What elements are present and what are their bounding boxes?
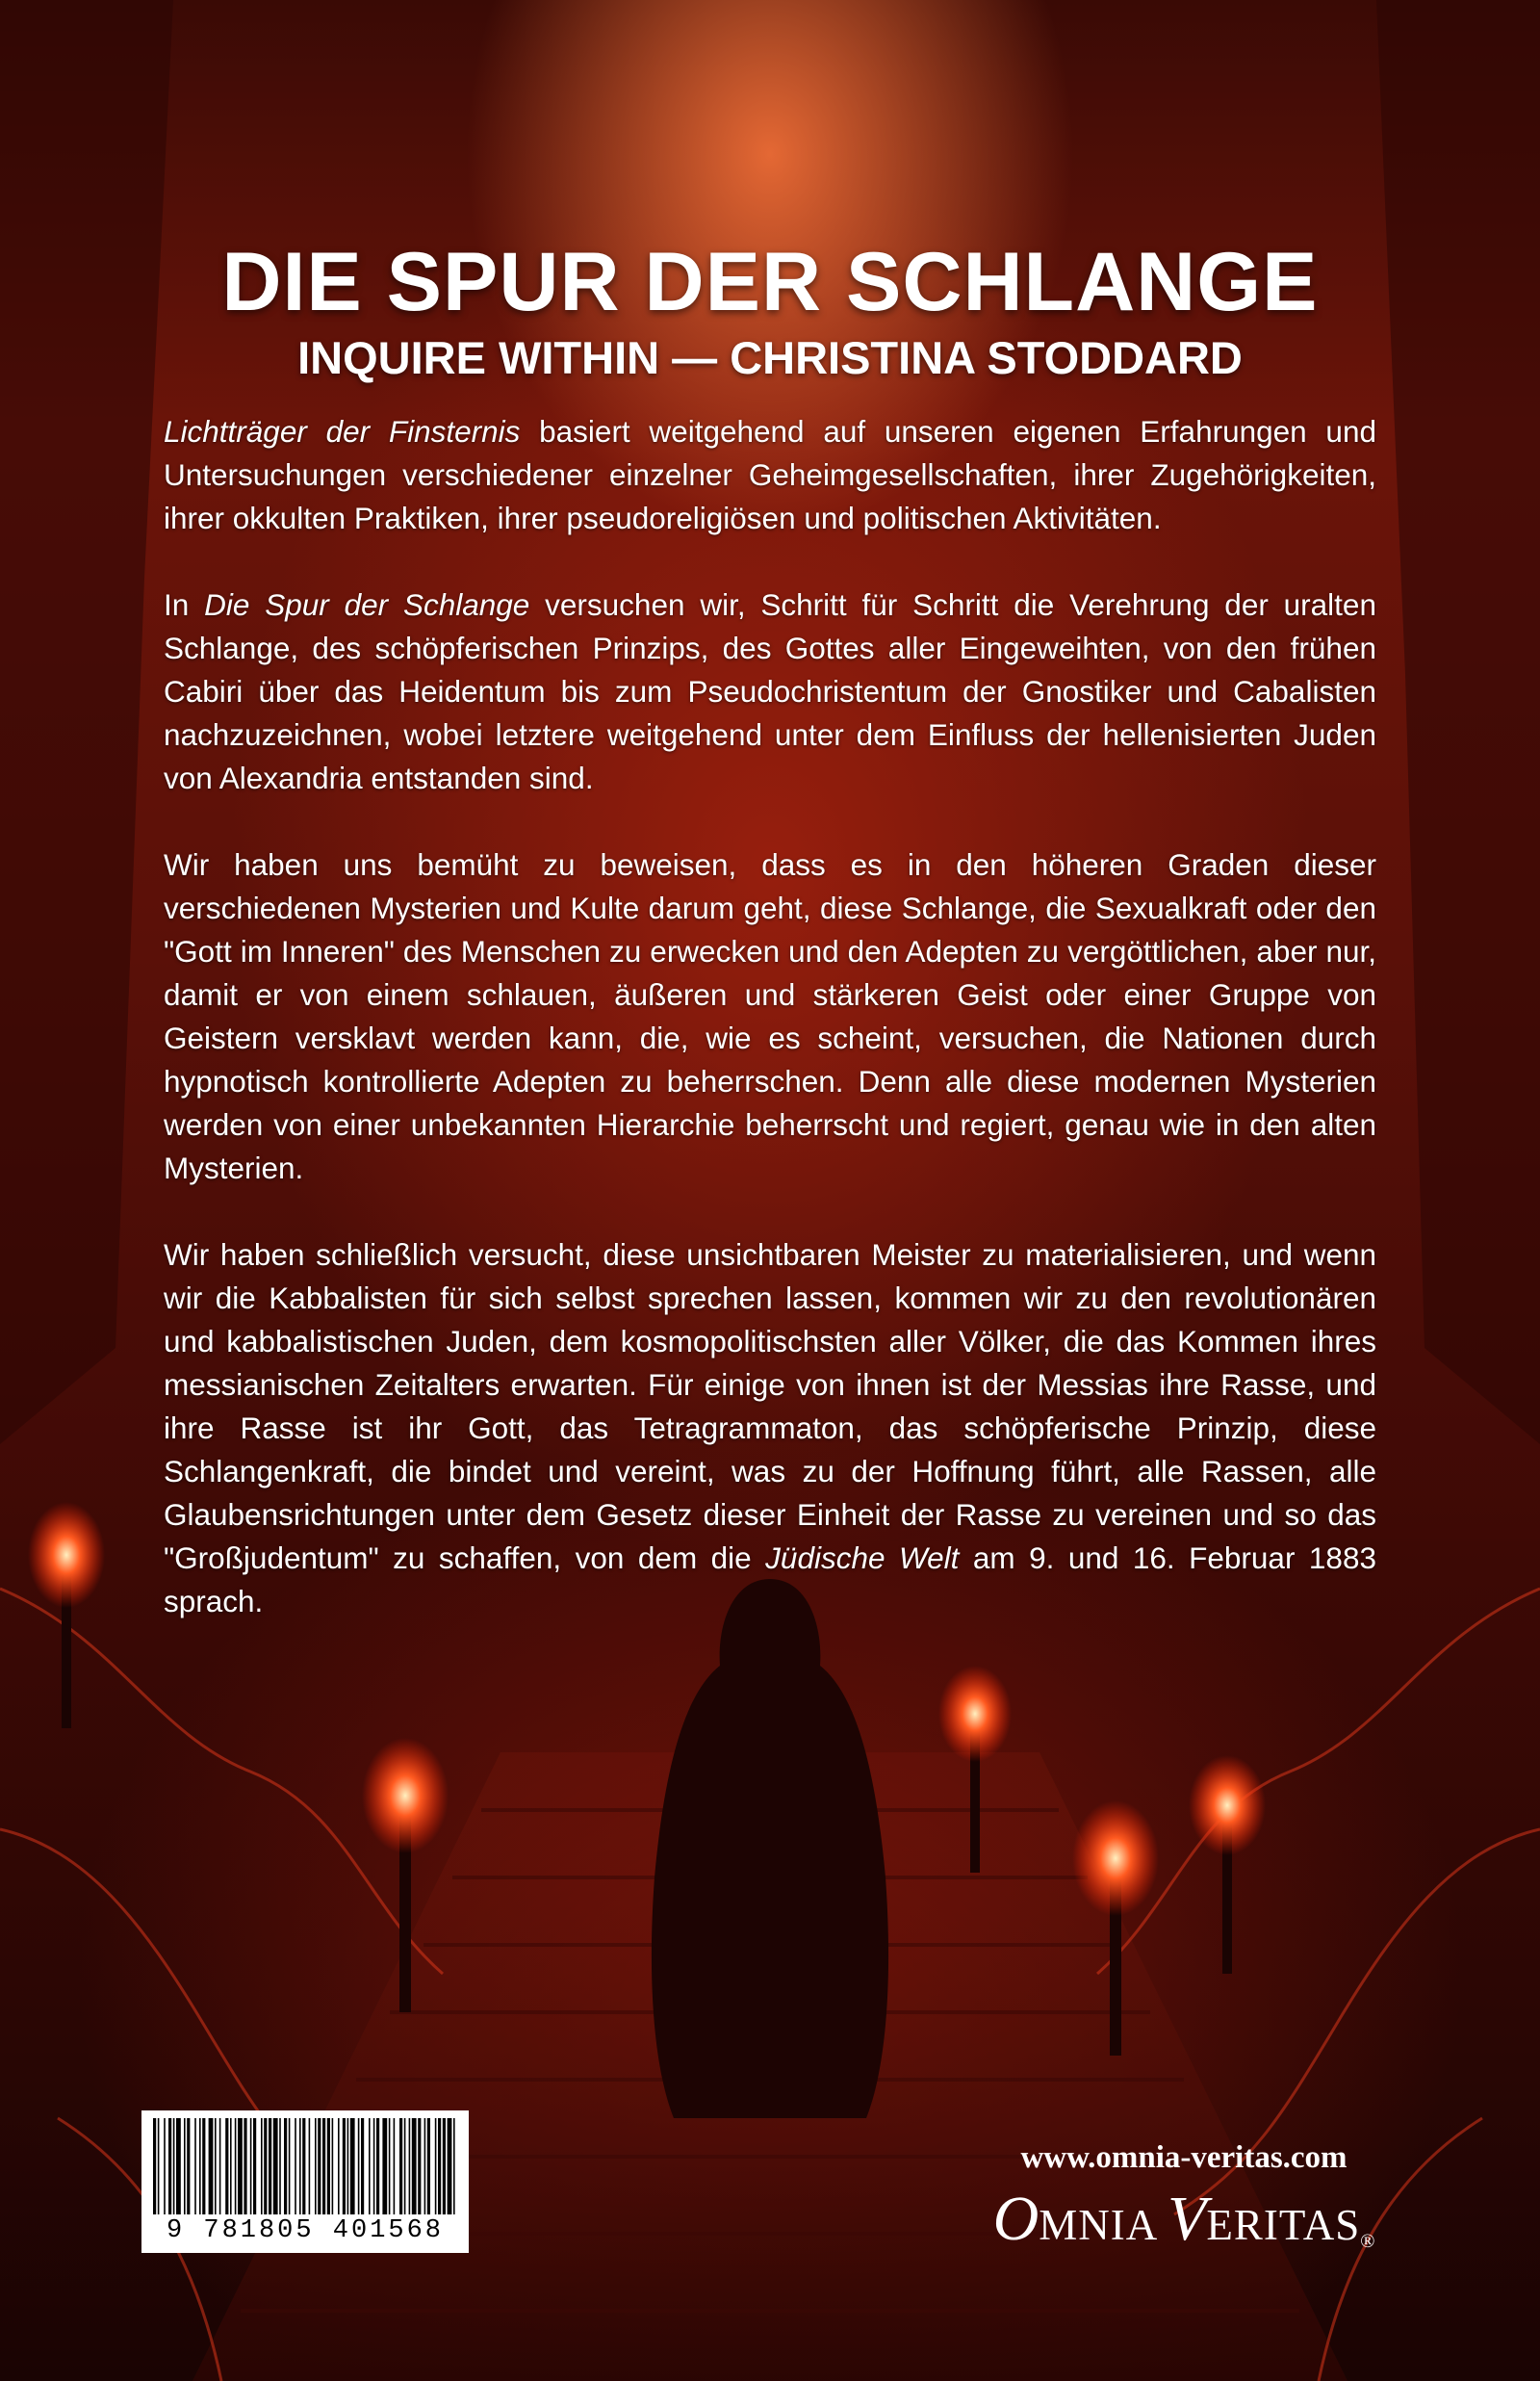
barcode-bars — [149, 2118, 461, 2214]
blurb-paragraph-4 — [164, 1233, 1376, 1623]
barcode-bar — [453, 2118, 455, 2214]
barcode-bar — [215, 2118, 217, 2214]
barcode-bar — [438, 2118, 441, 2214]
author-line: INQUIRE WITHIN — CHRISTINA STODDARD — [297, 332, 1243, 383]
barcode-bar — [295, 2118, 296, 2214]
barcode-bar — [279, 2118, 281, 2214]
paragraph-text: versuchen wir, Schritt für Schritt die Verehrung der uralten Schlange, des schöpferischen Prinzips, des Gottes aller Eingeweihten, von den frühen Cabiri über das Heidentum bis zum Pseudochristentum der Gnostiker und Cabalisten nachzuzeichnen, wobei letztere weitgehend unter dem Einfluss der hellenisierten Juden von Alexandria entstanden sind. — [164, 587, 1376, 795]
registered-mark: ® — [1360, 2231, 1375, 2252]
barcode-bar — [404, 2118, 406, 2214]
isbn-barcode — [141, 2110, 469, 2253]
barcode-bar — [261, 2118, 263, 2214]
publisher-block — [962, 2140, 1405, 2254]
book-reference: Lichtträger der Finsternis — [164, 414, 521, 449]
barcode-bar — [164, 2118, 166, 2214]
blurb-paragraph-3: Wir haben uns bemüht zu beweisen, dass es in den höheren Graden dieser verschiedenen Mysterien und Kulte darum geht, diese Schlange, die Sexualkraft oder den "Gott im Inneren" des Menschen zu erwecken und den Adepten zu vergöttlichen, aber nur, damit er von einem schlauen, äußeren und stärkeren Geist oder einer Gruppe von Geistern versklavt werden kann, die, wie es scheint, versuchen, die Nationen durch hypnotisch kontrollierte Adepten zu beherrschen. Denn alle diese modernen Mysterien werden von einer unbekannten Hierarchie beherrscht und regiert, genau wie in den alten Mysterien. — [164, 847, 1376, 1185]
barcode-bar — [338, 2118, 340, 2214]
barcode-bar — [158, 2118, 160, 2214]
barcode-bar — [382, 2118, 387, 2214]
barcode-bar — [424, 2118, 426, 2214]
barcode-bar — [427, 2118, 430, 2214]
publisher-logo — [962, 2184, 1405, 2254]
barcode-bar — [153, 2118, 156, 2214]
barcode-bar — [418, 2118, 421, 2214]
barcode-bar — [273, 2118, 278, 2214]
paragraph-text: Wir haben schließlich versucht, diese unsichtbaren Meister zu materialisieren, und wenn wir die Kabbalisten für sich selbst sprechen lassen, kommen wir zu den revolutionären und kabbalistischen Juden, dem kosmopolitischsten aller Völker, die das Kommen ihres messianischen Zeitalters erwarten. Für einige von ihnen ist der Messias ihre Rasse, und ihre Rasse ist ihr Gott, das Tetragrammaton, das schöpferische Prinzip, diese Schlangenkraft, die bindet und vereint, was zu der Hoffnung führt, alle Rassen, alle Glaubensrichtungen unter dem Gesetz dieser Einheit der Rasse zu vereinen und so das "Großjudentum" zu schaffen, von dem die — [164, 1237, 1376, 1575]
publication-reference: Jüdische Welt — [765, 1540, 960, 1575]
barcode-bar — [309, 2118, 311, 2214]
barcode-bar — [318, 2118, 321, 2214]
barcode-bar — [244, 2118, 246, 2214]
barcode-bar — [373, 2118, 375, 2214]
barcode-bar — [173, 2118, 175, 2214]
barcode-bar — [409, 2118, 411, 2214]
barcode-bar — [250, 2118, 252, 2214]
barcode-bar — [435, 2118, 437, 2214]
barcode-bar — [202, 2118, 205, 2214]
paragraph-text: basiert weitgehend auf unseren eigenen Erfahrungen und Untersuchungen verschiedener einzelner Geheimgesellschaften, ihrer Zugehörigkeiten, ihrer okkulten Praktiken, ihrer pseudoreligiösen und politischen Aktivitäten. — [164, 414, 1376, 535]
barcode-bar — [358, 2118, 360, 2214]
barcode-bar — [269, 2118, 271, 2214]
barcode-bar — [369, 2118, 371, 2214]
barcode-bar — [412, 2118, 417, 2214]
logo-letters: ERITAS — [1206, 2201, 1361, 2249]
book-reference: Die Spur der Schlange — [204, 587, 530, 622]
barcode-bar — [199, 2118, 201, 2214]
barcode-bar — [443, 2118, 446, 2214]
barcode-bar — [389, 2118, 391, 2214]
barcode-bar — [176, 2118, 181, 2214]
book-title: DIE SPUR DER SCHLANGE — [221, 236, 1319, 328]
barcode-bar — [187, 2118, 190, 2214]
barcode-bar — [343, 2118, 346, 2214]
paragraph-text: In — [164, 587, 205, 622]
blurb-paragraph-1 — [164, 410, 1376, 540]
logo-letters: MNIA — [1039, 2201, 1168, 2249]
barcode-bar — [399, 2118, 402, 2214]
barcode-bar — [225, 2118, 228, 2214]
isbn-number: 9 781805 401568 — [166, 2216, 445, 2245]
barcode-bar — [332, 2118, 334, 2214]
barcode-bar — [299, 2118, 301, 2214]
barcode-bar — [194, 2118, 196, 2214]
barcode-bar — [350, 2118, 355, 2214]
logo-letter: O — [992, 2184, 1040, 2254]
barcode-bar — [347, 2118, 349, 2214]
barcode-bar — [235, 2118, 237, 2214]
barcode-bar — [361, 2118, 364, 2214]
publisher-website: www.omnia-veritas.com — [1020, 2140, 1348, 2175]
title-block — [0, 236, 1540, 383]
barcode-bar — [219, 2118, 221, 2214]
barcode-bar — [394, 2118, 396, 2214]
barcode-bar — [315, 2118, 317, 2214]
barcode-bar — [284, 2118, 287, 2214]
barcode-bar — [289, 2118, 291, 2214]
paragraph-text: am 9. und 16. Februar 1883 sprach. — [164, 1540, 1376, 1618]
barcode-bar — [230, 2118, 232, 2214]
barcode-bar — [184, 2118, 186, 2214]
barcode-bar — [327, 2118, 330, 2214]
barcode-bar — [168, 2118, 171, 2214]
barcode-bar — [264, 2118, 267, 2214]
barcode-bar — [376, 2118, 379, 2214]
barcode-bar — [322, 2118, 325, 2214]
barcode-bar — [238, 2118, 243, 2214]
blurb-text — [164, 410, 1376, 1623]
barcode-bar — [253, 2118, 256, 2214]
logo-letter: V — [1168, 2184, 1207, 2254]
barcode-bar — [448, 2118, 452, 2214]
blurb-paragraph-2 — [164, 583, 1376, 800]
barcode-bar — [209, 2118, 214, 2214]
barcode-bar — [302, 2118, 305, 2214]
